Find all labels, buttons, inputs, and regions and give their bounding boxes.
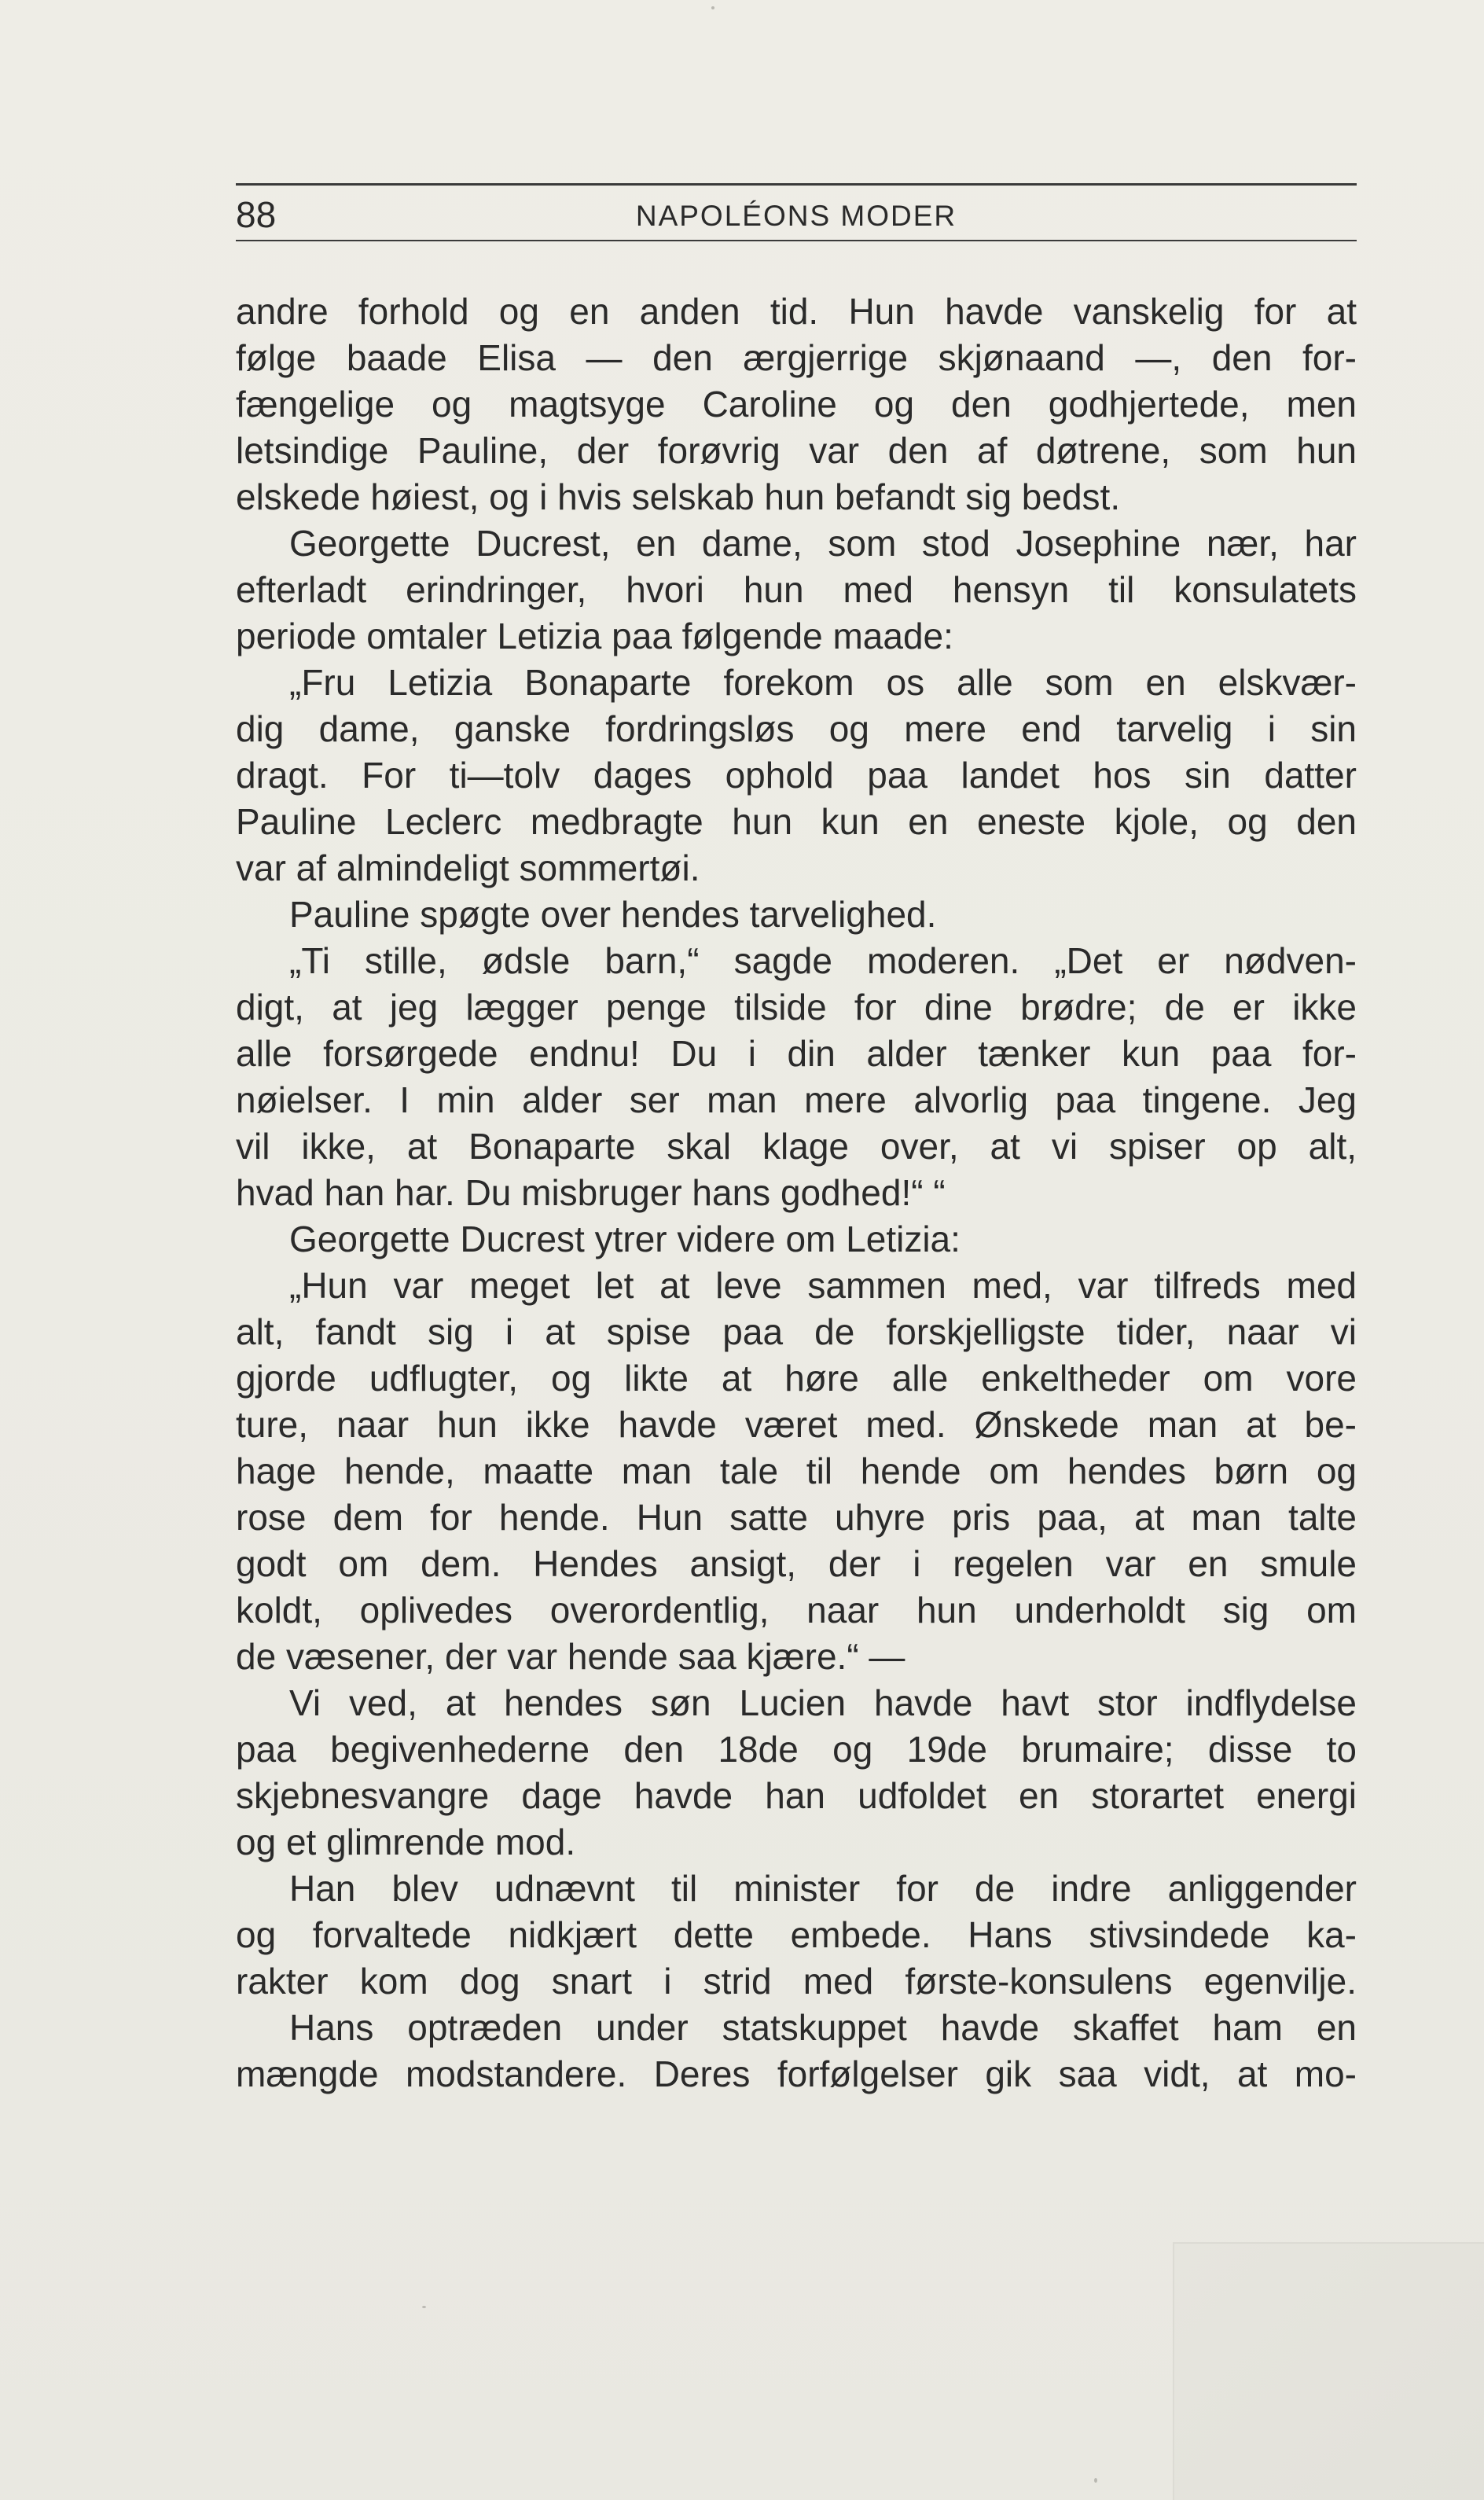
- text-line: Georgette Ducrest ytrer videre om Letizia:: [289, 1219, 961, 1259]
- text-line: alle forsørgede endnu! Du i din alder tænker kun paa for-: [236, 1033, 1357, 1074]
- text-line: letsindige Pauline, der forøvrig var den af døtrene, som hun: [236, 430, 1357, 471]
- text-line: digt, at jeg lægger penge tilside for dine brødre; de er ikke: [236, 987, 1357, 1028]
- text-line: fængelige og magtsyge Caroline og den godhjertede, men: [236, 384, 1357, 425]
- text-line: Hans optræden under statskuppet havde skaffet ham en: [289, 2007, 1357, 2048]
- text-line: Georgette Ducrest, en dame, som stod Josephine nær, har: [289, 523, 1357, 564]
- page-corner-shadow: [1173, 2242, 1484, 2500]
- header-rule-top: [236, 183, 1357, 186]
- text-line: og et glimrende mod.: [236, 1822, 576, 1862]
- text-line: „Hun var meget let at leve sammen med, var tilfreds med: [289, 1265, 1357, 1306]
- text-line: hvad han har. Du misbruger hans godhed!“ “: [236, 1172, 946, 1213]
- text-line: vil ikke, at Bonaparte skal klage over, at vi spiser op alt,: [236, 1126, 1357, 1167]
- text-line: mængde modstandere. Deres forfølgelser gik saa vidt, at mo-: [236, 2053, 1357, 2094]
- text-line: de væsener, der var hende saa kjære.“ —: [236, 1636, 905, 1677]
- page-number: 88: [236, 194, 277, 235]
- body-text: [236, 289, 1357, 2097]
- text-line: dragt. For ti—tolv dages ophold paa landet hos sin datter: [236, 755, 1357, 796]
- header-rule-bottom: [236, 240, 1357, 241]
- text-line: nøielser. I min alder ser man mere alvorlig paa tingene. Jeg: [236, 1079, 1357, 1120]
- text-line: rakter kom dog snart i strid med første-konsulens egenvilje.: [236, 1961, 1357, 2002]
- paper-speck: [1094, 2478, 1097, 2483]
- text-line: koldt, oplivedes overordentlig, naar hun underholdt sig om: [236, 1590, 1357, 1631]
- text-line: andre forhold og en anden tid. Hun havde vanskelig for at: [236, 291, 1357, 332]
- paper-speck: [711, 6, 714, 9]
- text-line: Han blev udnævnt til minister for de indre anliggender: [289, 1868, 1357, 1909]
- text-line: efterladt erindringer, hvori hun med hensyn til konsulatets: [236, 569, 1357, 610]
- text-line: var af almindeligt sommertøi.: [236, 847, 700, 888]
- text-line: „Ti stille, ødsle barn,“ sagde moderen. „Det er nødven-: [289, 940, 1357, 981]
- text-line: Pauline spøgte over hendes tarvelighed.: [289, 894, 937, 935]
- text-line: gjorde udflugter, og likte at høre alle enkeltheder om vore: [236, 1358, 1357, 1399]
- text-line: elskede høiest, og i hvis selskab hun befandt sig bedst.: [236, 476, 1121, 517]
- text-line: hage hende, maatte man tale til hende om hendes børn og: [236, 1450, 1357, 1491]
- text-line: skjebnesvangre dage havde han udfoldet en storartet energi: [236, 1775, 1357, 1816]
- text-line: „Fru Letizia Bonaparte forekom os alle som en elskvær-: [289, 662, 1357, 703]
- text-line: periode omtaler Letizia paa følgende maade:: [236, 616, 953, 656]
- text-line: godt om dem. Hendes ansigt, der i regelen var en smule: [236, 1543, 1357, 1584]
- text-line: Pauline Leclerc medbragte hun kun en eneste kjole, og den: [236, 801, 1357, 842]
- text-line: rose dem for hende. Hun satte uhyre pris paa, at man talte: [236, 1497, 1357, 1538]
- text-line: paa begivenhederne den 18de og 19de brumaire; disse to: [236, 1729, 1357, 1770]
- paper-speck: [422, 2306, 426, 2308]
- text-line: og forvaltede nidkjært dette embede. Hans stivsindede ka-: [236, 1914, 1357, 1955]
- text-line: ture, naar hun ikke havde været med. Ønskede man at be-: [236, 1404, 1357, 1445]
- text-line: følge baade Elisa — den ærgjerrige skjønaand —, den for-: [236, 337, 1357, 378]
- text-line: alt, fandt sig i at spise paa de forskjelligste tider, naar vi: [236, 1311, 1357, 1352]
- running-title: NAPOLÉONS MODER: [635, 200, 957, 232]
- text-line: Vi ved, at hendes søn Lucien havde havt stor indflydelse: [289, 1682, 1357, 1723]
- text-line: dig dame, ganske fordringsløs og mere end tarvelig i sin: [236, 708, 1357, 749]
